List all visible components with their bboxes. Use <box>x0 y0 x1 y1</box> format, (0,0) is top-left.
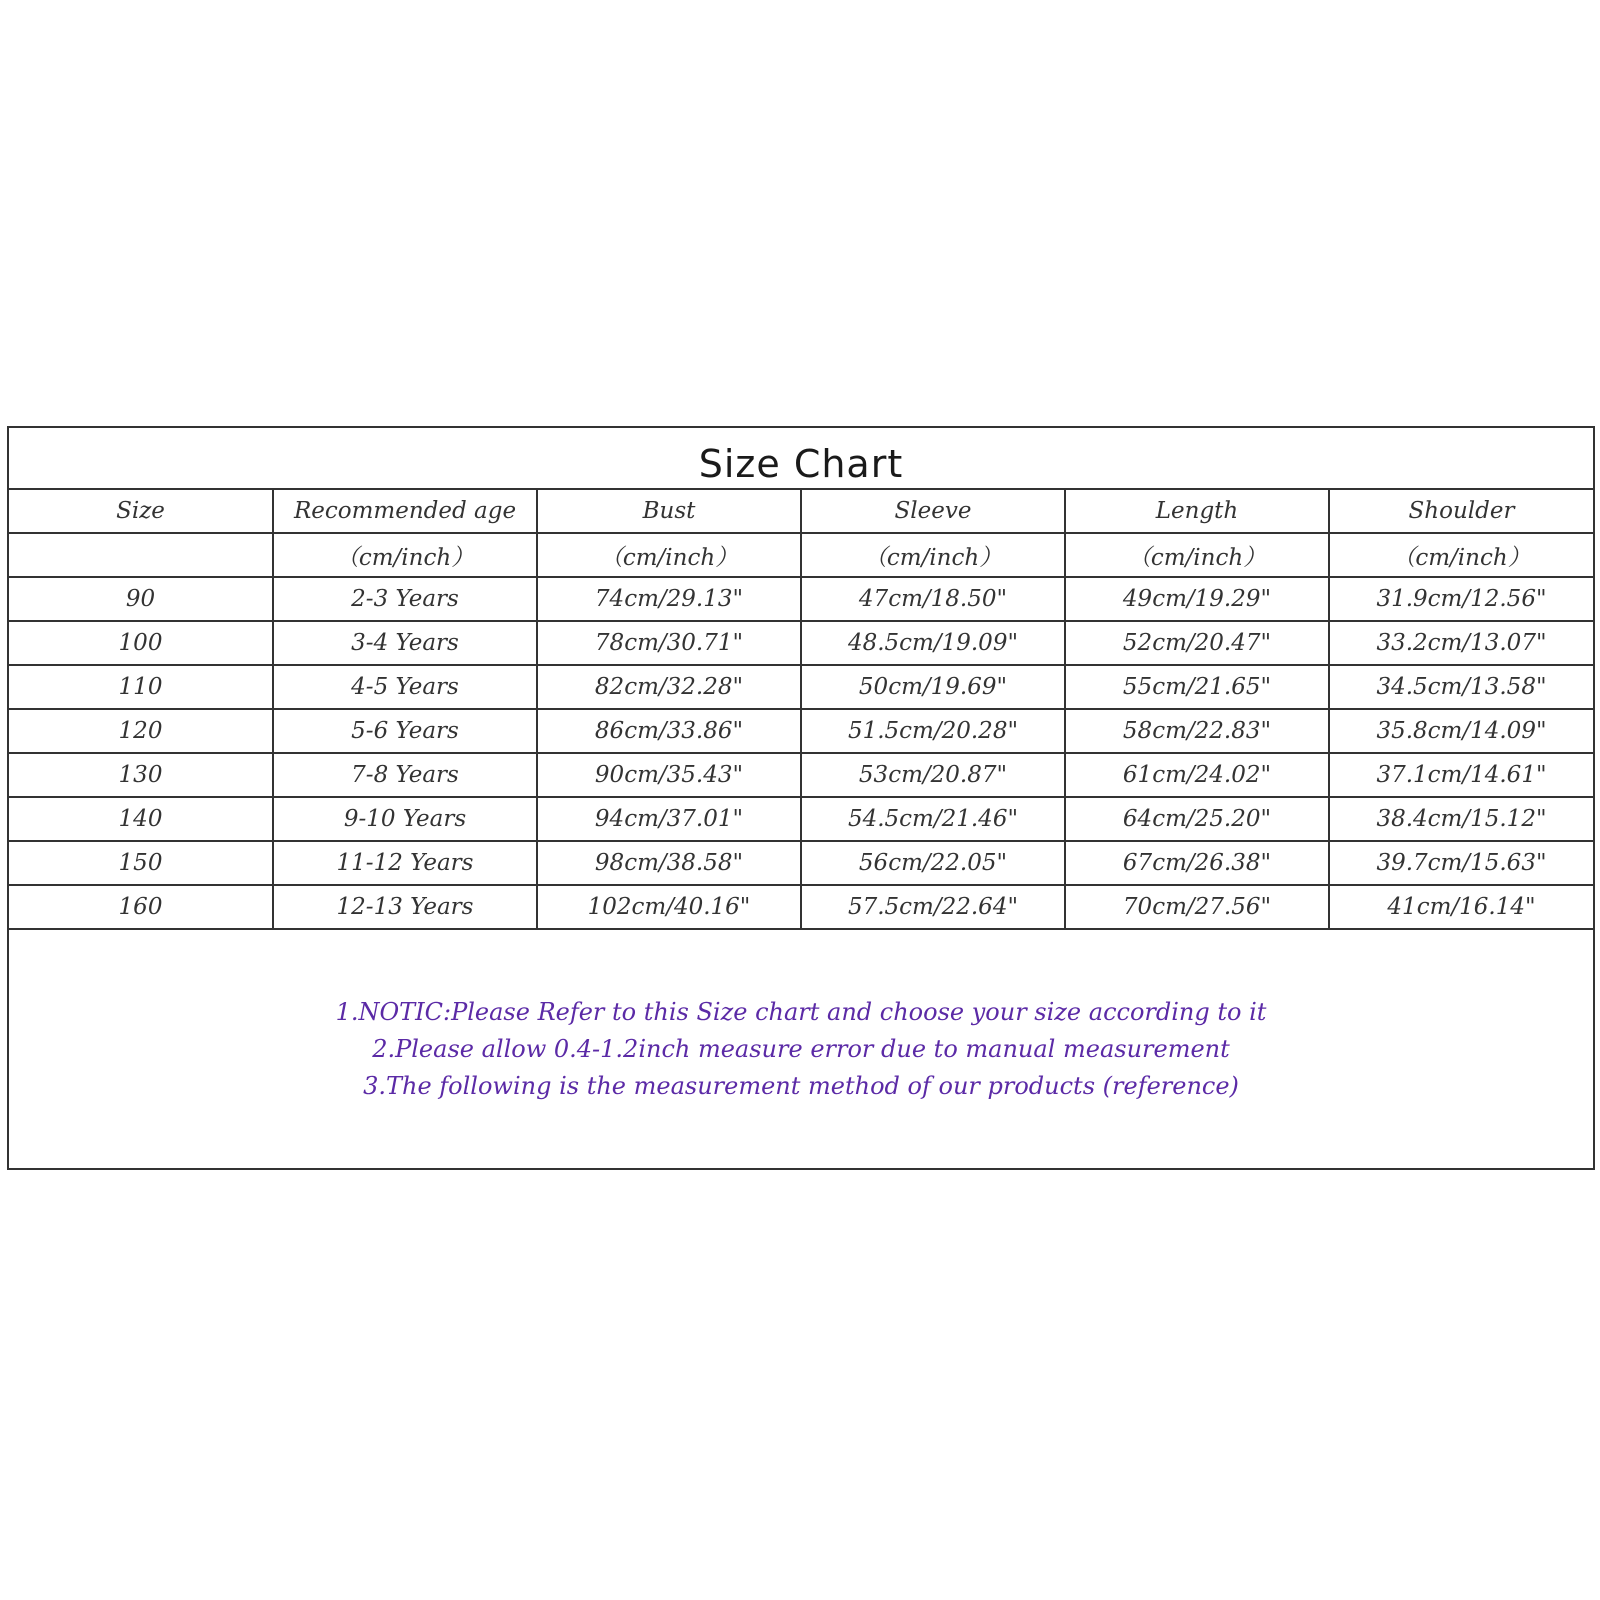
table-row <box>9 841 1593 885</box>
cell-length: 52cm/20.47" <box>1065 621 1329 665</box>
cell-age: 12-13 Years <box>273 885 537 929</box>
cell-age: 11-12 Years <box>273 841 537 885</box>
cell-size: 120 <box>9 709 273 753</box>
cell-shoulder: 35.8cm/14.09" <box>1329 709 1593 753</box>
cell-age: 2-3 Years <box>273 577 537 621</box>
cell-bust: 98cm/38.58" <box>537 841 801 885</box>
cell-shoulder: 41cm/16.14" <box>1329 885 1593 929</box>
cell-sleeve: 54.5cm/21.46" <box>801 797 1065 841</box>
table-row <box>9 885 1593 929</box>
cell-length: 67cm/26.38" <box>1065 841 1329 885</box>
cell-size: 100 <box>9 621 273 665</box>
cell-shoulder: 39.7cm/15.63" <box>1329 841 1593 885</box>
cell-sleeve: 51.5cm/20.28" <box>801 709 1065 753</box>
cell-shoulder: 31.9cm/12.56" <box>1329 577 1593 621</box>
note-line: 3.The following is the measurement method of our products (reference) <box>363 1072 1239 1100</box>
cell-sleeve: 57.5cm/22.64" <box>801 885 1065 929</box>
units-cell-age: （cm/inch） <box>273 533 537 577</box>
cell-sleeve: 50cm/19.69" <box>801 665 1065 709</box>
header-cell-length: Length <box>1065 490 1329 533</box>
cell-size: 130 <box>9 753 273 797</box>
cell-size: 90 <box>9 577 273 621</box>
units-cell-sleeve: （cm/inch） <box>801 533 1065 577</box>
table-row <box>9 797 1593 841</box>
note-line: 1.NOTIC:Please Refer to this Size chart and choose your size according to it <box>335 998 1267 1026</box>
table-row <box>9 753 1593 797</box>
cell-length: 58cm/22.83" <box>1065 709 1329 753</box>
table-row <box>9 577 1593 621</box>
cell-size: 160 <box>9 885 273 929</box>
header-cell-age: Recommended age <box>273 490 537 533</box>
table-row <box>9 665 1593 709</box>
cell-bust: 94cm/37.01" <box>537 797 801 841</box>
cell-length: 55cm/21.65" <box>1065 665 1329 709</box>
cell-size: 140 <box>9 797 273 841</box>
cell-bust: 78cm/30.71" <box>537 621 801 665</box>
header-cell-sleeve: Sleeve <box>801 490 1065 533</box>
header-cell-bust: Bust <box>537 490 801 533</box>
cell-sleeve: 48.5cm/19.09" <box>801 621 1065 665</box>
cell-shoulder: 37.1cm/14.61" <box>1329 753 1593 797</box>
units-row <box>9 533 1593 577</box>
cell-length: 49cm/19.29" <box>1065 577 1329 621</box>
size-chart-frame <box>7 426 1595 1170</box>
header-cell-size: Size <box>9 490 273 533</box>
cell-bust: 82cm/32.28" <box>537 665 801 709</box>
units-cell-bust: （cm/inch） <box>537 533 801 577</box>
cell-size: 150 <box>9 841 273 885</box>
chart-title: Size Chart <box>9 428 1593 490</box>
header-cell-shoulder: Shoulder <box>1329 490 1593 533</box>
units-cell-size <box>9 533 273 577</box>
cell-age: 3-4 Years <box>273 621 537 665</box>
cell-size: 110 <box>9 665 273 709</box>
units-cell-length: （cm/inch） <box>1065 533 1329 577</box>
cell-age: 4-5 Years <box>273 665 537 709</box>
cell-sleeve: 53cm/20.87" <box>801 753 1065 797</box>
units-cell-shoulder: （cm/inch） <box>1329 533 1593 577</box>
cell-bust: 90cm/35.43" <box>537 753 801 797</box>
cell-length: 61cm/24.02" <box>1065 753 1329 797</box>
cell-bust: 86cm/33.86" <box>537 709 801 753</box>
table-row <box>9 621 1593 665</box>
notes-block <box>9 930 1593 1105</box>
cell-sleeve: 47cm/18.50" <box>801 577 1065 621</box>
note-line: 2.Please allow 0.4-1.2inch measure error due to manual measurement <box>372 1035 1230 1063</box>
cell-shoulder: 34.5cm/13.58" <box>1329 665 1593 709</box>
cell-bust: 74cm/29.13" <box>537 577 801 621</box>
size-table <box>9 490 1593 930</box>
cell-age: 9-10 Years <box>273 797 537 841</box>
cell-age: 7-8 Years <box>273 753 537 797</box>
cell-shoulder: 33.2cm/13.07" <box>1329 621 1593 665</box>
cell-sleeve: 56cm/22.05" <box>801 841 1065 885</box>
table-row <box>9 709 1593 753</box>
header-row <box>9 490 1593 533</box>
cell-bust: 102cm/40.16" <box>537 885 801 929</box>
cell-shoulder: 38.4cm/15.12" <box>1329 797 1593 841</box>
cell-length: 64cm/25.20" <box>1065 797 1329 841</box>
cell-age: 5-6 Years <box>273 709 537 753</box>
cell-length: 70cm/27.56" <box>1065 885 1329 929</box>
